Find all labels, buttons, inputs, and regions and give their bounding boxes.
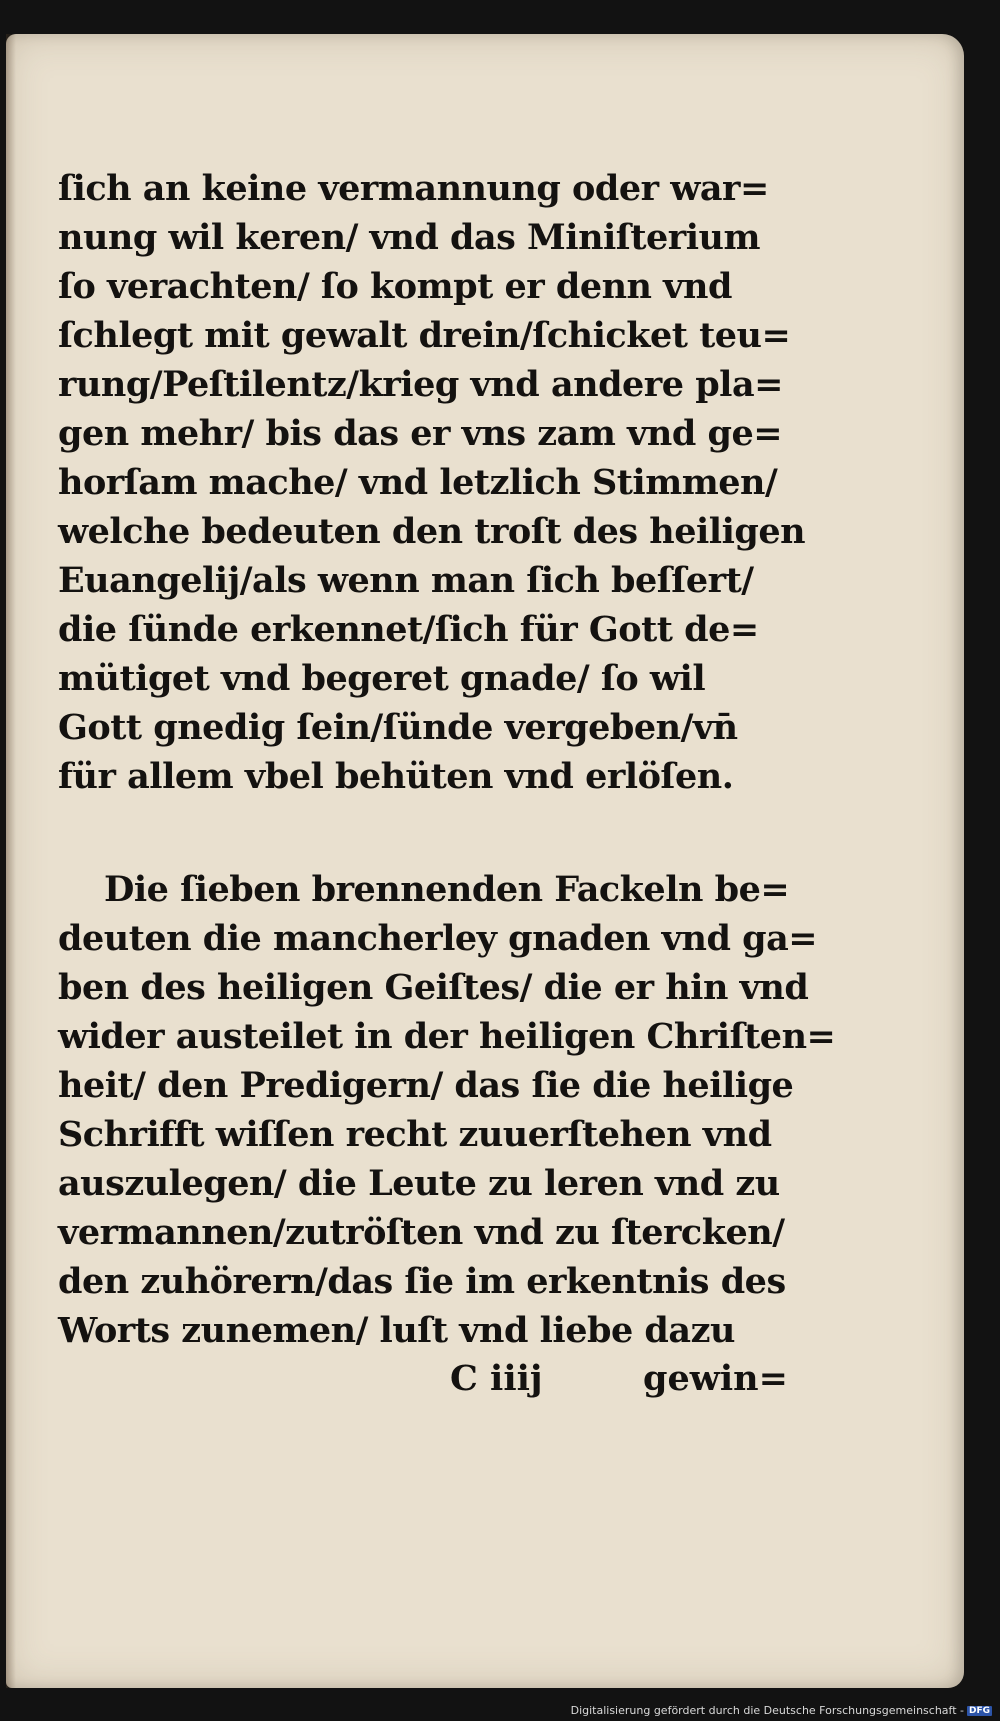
signature-mark: C iiij bbox=[450, 1358, 543, 1399]
text-line: Schrifft wiſſen recht zuuerſtehen vnd bbox=[58, 1114, 772, 1155]
text-line: mütiget vnd begeret gnade/ ſo wil bbox=[58, 658, 706, 699]
signature-line bbox=[58, 1354, 798, 1403]
text-line: wider austeilet in der heiligen Chriſten= bbox=[58, 1016, 836, 1057]
text-line: ſchlegt mit gewalt drein/ſchicket teu= bbox=[58, 315, 791, 356]
text-line: nung wil keren/ vnd das Miniſterium bbox=[58, 217, 761, 258]
catchword: gewin= bbox=[643, 1358, 788, 1399]
text-line: gen mehr/ bis das er vns zam vnd ge= bbox=[58, 413, 783, 454]
text-line: Die ſieben brennenden Fackeln be= bbox=[104, 869, 790, 910]
digitization-footer bbox=[571, 1704, 992, 1717]
text-line: rung/Peſtilentz/krieg vnd andere pla= bbox=[58, 364, 783, 405]
text-line: ben des heiligen Geiſtes/ die er hin vnd bbox=[58, 967, 809, 1008]
paragraph-gap bbox=[58, 801, 798, 865]
text-line: heit/ den Predigern/ das ſie die heilige bbox=[58, 1065, 794, 1106]
book-page bbox=[6, 34, 964, 1688]
text-line: welche bedeuten den troſt des heiligen bbox=[58, 511, 806, 552]
dfg-logo: DFG bbox=[968, 1705, 990, 1716]
text-line: vermannen/zutröſten vnd zu ſtercken/ bbox=[58, 1212, 785, 1253]
text-line: den zuhörern/das ſie im erkentnis des bbox=[58, 1261, 786, 1302]
text-line: ſich an keine vermannung oder war= bbox=[58, 168, 769, 209]
text-line: Gott gnedig ſein/ſünde vergeben/vn̄ bbox=[58, 707, 738, 748]
text-line: für allem vbel behüten vnd erlöſen. bbox=[58, 756, 734, 797]
page-text bbox=[58, 164, 836, 1355]
footer-text: Digitalisierung gefördert durch die Deutsche Forschungsgemeinschaft - bbox=[570, 1704, 964, 1717]
text-line: deuten die mancherley gnaden vnd ga= bbox=[58, 918, 818, 959]
text-line: Worts zunemen/ luſt vnd liebe dazu bbox=[58, 1310, 735, 1351]
text-line: ſo verachten/ ſo kompt er denn vnd bbox=[58, 266, 732, 307]
text-line: horſam mache/ vnd letzlich Stimmen/ bbox=[58, 462, 778, 503]
text-line: Euangelij/als wenn man ſich beſſert/ bbox=[58, 560, 754, 601]
text-line: die ſünde erkennet/ſich für Gott de= bbox=[58, 609, 759, 650]
text-line: auszulegen/ die Leute zu leren vnd zu bbox=[58, 1163, 780, 1204]
